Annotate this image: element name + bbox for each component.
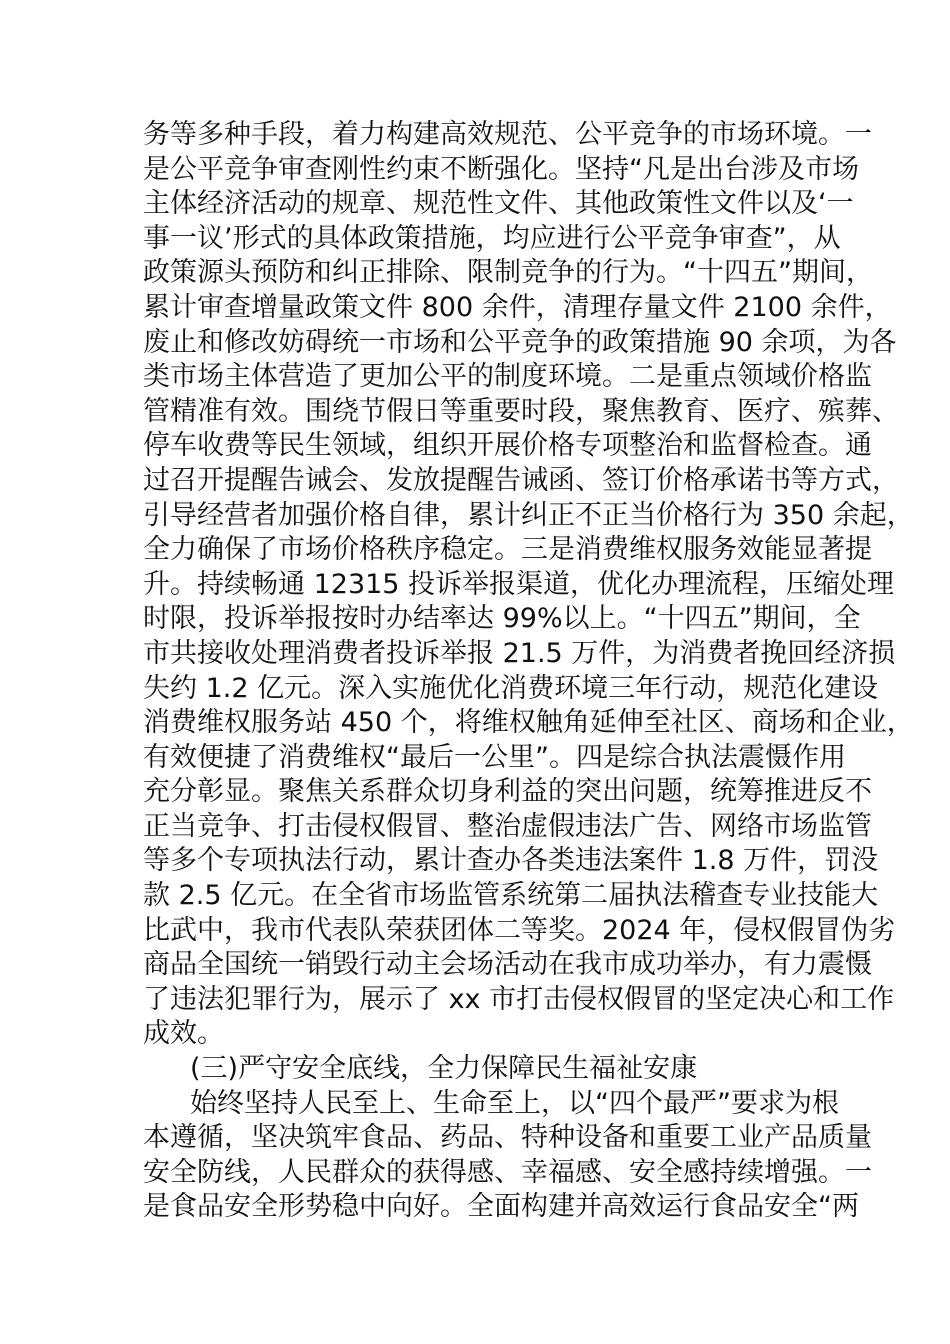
text-line: 等多个专项执法行动，累计查办各类违法案件 1.8 万件，罚没 bbox=[143, 845, 879, 877]
text-line: 停车收费等民生领域，组织开展价格专项整治和监督检查。通 bbox=[143, 430, 872, 462]
text-line: 过召开提醒告诫会、发放提醒告诫函、签订价格承诺书等方式， bbox=[143, 464, 899, 496]
text-line: 充分彰显。聚焦关系群众切身利益的突出问题，统筹推进反不 bbox=[143, 776, 872, 808]
text-line: 安全防线，人民群众的获得感、幸福感、安全感持续增强。一 bbox=[143, 1156, 872, 1188]
text-line: 类市场主体营造了更加公平的制度环境。二是重点领域价格监 bbox=[143, 361, 872, 393]
text-line: 全力确保了市场价格秩序稳定。三是消费维权服务效能显著提 bbox=[143, 534, 872, 566]
text-line: 管精准有效。围绕节假日等重要时段，聚焦教育、医疗、殡葬、 bbox=[143, 395, 899, 427]
text-line: 累计审查增量政策文件 800 余件，清理存量文件 2100 余件， bbox=[143, 291, 892, 323]
text-line: 主体经济活动的规章、规范性文件、其他政策性文件以及‘一 bbox=[143, 188, 854, 220]
text-line: 始终坚持人民至上、生命至上，以“四个最严”要求为根 bbox=[190, 1087, 839, 1119]
text-line: 了违法犯罪行为，展示了 xx 市打击侵权假冒的坚定决心和工作 bbox=[143, 983, 895, 1015]
section-heading: (三)严守安全底线，全力保障民生福祉安康 bbox=[190, 1053, 698, 1085]
text-line: 失约 1.2 亿元。深入实施优化消费环境三年行动，规范化建设 bbox=[143, 672, 879, 704]
document-body bbox=[143, 118, 914, 1225]
text-line: 务等多种手段，着力构建高效规范、公平竞争的市场环境。一 bbox=[143, 119, 872, 150]
text-line: 款 2.5 亿元。在全省市场监管系统第二届执法稽查专业技能大 bbox=[143, 880, 879, 912]
text-line: 有效便捷了消费维权“最后一公里”。四是综合执法震慑作用 bbox=[143, 741, 846, 773]
text-line: 时限，投诉举报按时办结率达 99%以上。“十四五”期间，全 bbox=[143, 603, 861, 635]
text-line: 本遵循，坚决筑牢食品、药品、特种设备和重要工业产品质量 bbox=[143, 1122, 872, 1154]
text-line: 消费维权服务站 450 个，将维权触角延伸至社区、商场和企业， bbox=[143, 707, 914, 739]
text-line: 市共接收处理消费者投诉举报 21.5 万件，为消费者挽回经济损 bbox=[143, 637, 896, 669]
text-line: 成效。 bbox=[143, 1018, 224, 1050]
text-line: 事一议’形式的具体政策措施，均应进行公平竞争审查”，从 bbox=[143, 222, 841, 254]
text-line: 废止和修改妨碍统一市场和公平竞争的政策措施 90 余项，为各 bbox=[143, 326, 897, 358]
text-line: 引导经营者加强价格自律，累计纠正不正当价格行为 350 余起， bbox=[143, 499, 914, 531]
text-line: 升。持续畅通 12315 投诉举报渠道，优化办理流程，压缩处理 bbox=[143, 568, 895, 600]
text-line: 商品全国统一销毁行动主会场活动在我市成功举办，有力震慑 bbox=[143, 949, 872, 981]
text-line: 是公平竞争审查刚性约束不断强化。坚持“凡是出台涉及市场 bbox=[143, 153, 859, 185]
text-line: 是食品安全形势稳中向好。全面构建并高效运行食品安全“两 bbox=[143, 1191, 859, 1223]
text-line: 正当竞争、打击侵权假冒、整治虚假违法广告、网络市场监管 bbox=[143, 810, 872, 842]
text-line: 政策源头预防和纠正排除、限制竞争的行为。“十四五”期间， bbox=[143, 257, 873, 289]
text-line: 比武中，我市代表队荣获团体二等奖。2024 年，侵权假冒伪劣 bbox=[143, 914, 896, 946]
